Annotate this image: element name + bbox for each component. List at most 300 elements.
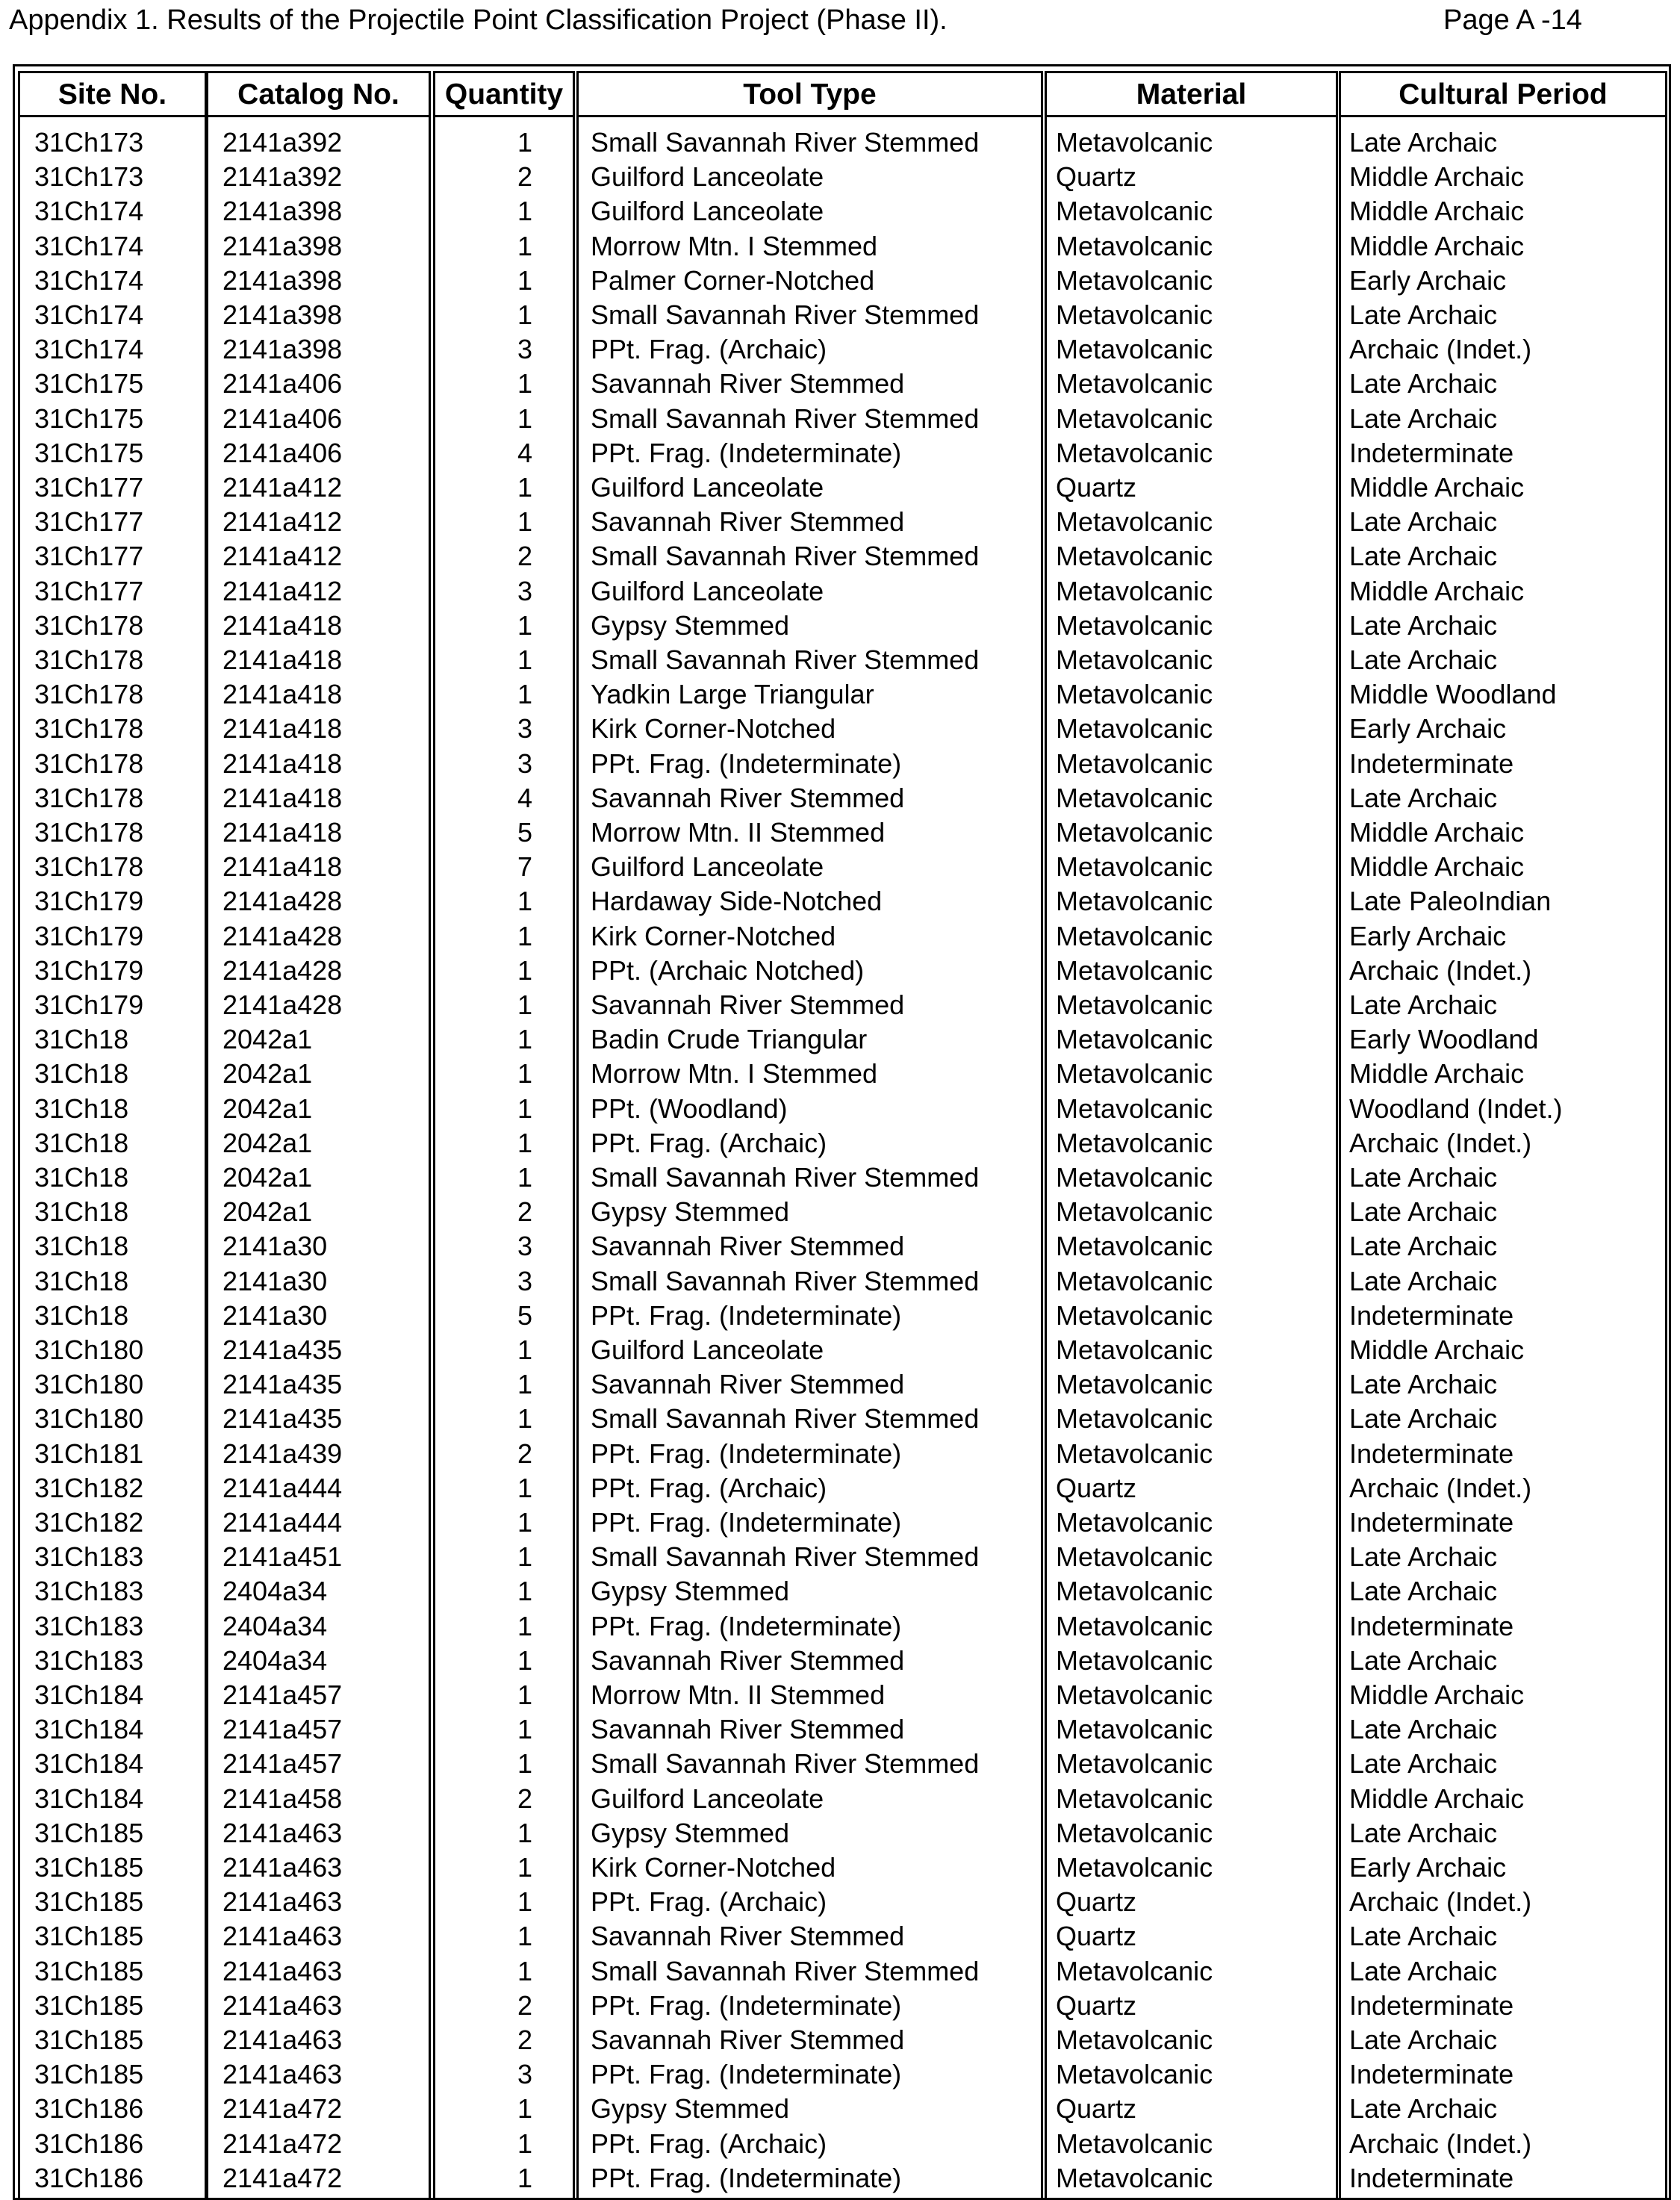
cell-cultural-period: Middle Archaic [1349,851,1525,883]
cell-catalog-no: 2141a392 [223,161,343,193]
table-row [0,1299,1680,1333]
cell-catalog-no: 2042a1 [223,1093,313,1124]
cell-material: Metavolcanic [1056,437,1213,468]
table-row [0,747,1680,781]
cell-site-no: 31Ch184 [34,1714,144,1745]
cell-quantity: 1 [517,644,532,675]
cell-catalog-no: 2141a428 [223,954,343,986]
cell-cultural-period: Middle Archaic [1349,1679,1525,1710]
cell-material: Metavolcanic [1056,2128,1213,2159]
cell-catalog-no: 2141a428 [223,920,343,951]
cell-quantity: 1 [517,1714,532,1745]
cell-tool-type: Yadkin Large Triangular [591,679,874,710]
cell-tool-type: Savannah River Stemmed [591,368,905,400]
cell-material: Metavolcanic [1056,989,1213,1020]
cell-catalog-no: 2141a398 [223,334,343,365]
table-row [0,470,1680,505]
cell-cultural-period: Woodland (Indet.) [1349,1093,1563,1124]
cell-catalog-no: 2141a463 [223,2059,343,2090]
cell-material: Metavolcanic [1056,1507,1213,1538]
cell-quantity: 1 [517,1541,532,1573]
cell-catalog-no: 2141a428 [223,886,343,917]
cell-material: Metavolcanic [1056,851,1213,883]
cell-site-no: 31Ch180 [34,1334,144,1365]
cell-cultural-period: Early Archaic [1349,920,1507,951]
cell-material: Metavolcanic [1056,2162,1213,2193]
cell-site-no: 31Ch179 [34,954,144,986]
cell-catalog-no: 2042a1 [223,1196,313,1228]
cell-material: Metavolcanic [1056,1369,1213,1400]
cell-site-no: 31Ch184 [34,1783,144,1814]
cell-cultural-period: Late Archaic [1349,2093,1498,2125]
table-row [0,505,1680,539]
cell-cultural-period: Middle Archaic [1349,575,1525,606]
cell-tool-type: Morrow Mtn. II Stemmed [591,1679,886,1710]
cell-material: Metavolcanic [1056,954,1213,986]
cell-site-no: 31Ch180 [34,1403,144,1435]
cell-tool-type: Kirk Corner-Notched [591,920,836,951]
cell-quantity: 3 [517,334,532,365]
table-row [0,643,1680,677]
cell-material: Metavolcanic [1056,1058,1213,1090]
cell-site-no: 31Ch18 [34,1265,129,1296]
cell-site-no: 31Ch18 [34,1299,129,1331]
cell-catalog-no: 2141a418 [223,817,343,848]
table-row [0,402,1680,436]
cell-material: Metavolcanic [1056,713,1213,745]
table-row [0,298,1680,332]
cell-material: Metavolcanic [1056,1852,1213,1883]
cell-site-no: 31Ch185 [34,1955,144,1986]
cell-material: Metavolcanic [1056,1610,1213,1641]
cell-cultural-period: Late Archaic [1349,1541,1498,1573]
cell-material: Metavolcanic [1056,1541,1213,1573]
page-title: Appendix 1. Results of the Projectile Point Classification Project (Phase II). [9,4,948,36]
cell-cultural-period: Middle Archaic [1349,817,1525,848]
cell-quantity: 2 [517,541,532,572]
cell-cultural-period: Early Woodland [1349,1024,1539,1055]
table-row [0,332,1680,367]
cell-quantity: 1 [517,264,532,296]
cell-tool-type: PPt. Frag. (Indeterminate) [591,1299,902,1331]
cell-site-no: 31Ch183 [34,1576,144,1607]
cell-site-no: 31Ch173 [34,127,144,158]
cell-site-no: 31Ch178 [34,782,144,813]
cell-tool-type: Morrow Mtn. II Stemmed [591,817,886,848]
cell-site-no: 31Ch186 [34,2162,144,2193]
cell-quantity: 1 [517,609,532,641]
cell-cultural-period: Late Archaic [1349,1817,1498,1848]
cell-tool-type: Small Savannah River Stemmed [591,1162,980,1193]
table-row [0,1195,1680,1229]
cell-tool-type: PPt. Frag. (Indeterminate) [591,2059,902,2090]
cell-quantity: 3 [517,713,532,745]
cell-cultural-period: Middle Archaic [1349,161,1525,193]
cell-material: Metavolcanic [1056,368,1213,400]
cell-quantity: 1 [517,1817,532,1848]
cell-cultural-period: Archaic (Indet.) [1349,2128,1532,2159]
cell-quantity: 1 [517,1093,532,1124]
cell-site-no: 31Ch18 [34,1196,129,1228]
table-row [0,2023,1680,2057]
cell-tool-type: Morrow Mtn. I Stemmed [591,230,878,261]
cell-cultural-period: Late PaleoIndian [1349,886,1552,917]
cell-tool-type: Savannah River Stemmed [591,782,905,813]
cell-catalog-no: 2042a1 [223,1024,313,1055]
cell-material: Metavolcanic [1056,609,1213,641]
cell-site-no: 31Ch18 [34,1127,129,1158]
column-header-quantity: Quantity [444,78,564,111]
cell-quantity: 1 [517,1507,532,1538]
cell-catalog-no: 2141a463 [223,1817,343,1848]
cell-catalog-no: 2141a412 [223,541,343,572]
cell-catalog-no: 2141a398 [223,196,343,227]
table-row [0,539,1680,574]
cell-quantity: 1 [517,1576,532,1607]
cell-catalog-no: 2141a439 [223,1438,343,1469]
cell-cultural-period: Indeterminate [1349,1438,1514,1469]
table-row [0,1540,1680,1574]
cell-material: Metavolcanic [1056,541,1213,572]
cell-site-no: 31Ch179 [34,920,144,951]
table-row [0,1367,1680,1402]
cell-tool-type: PPt. Frag. (Archaic) [591,2128,827,2159]
cell-cultural-period: Late Archaic [1349,989,1498,1020]
cell-site-no: 31Ch182 [34,1507,144,1538]
cell-quantity: 2 [517,1438,532,1469]
cell-cultural-period: Late Archaic [1349,368,1498,400]
cell-site-no: 31Ch185 [34,2059,144,2090]
cell-catalog-no: 2404a34 [223,1610,328,1641]
cell-cultural-period: Late Archaic [1349,1196,1498,1228]
table-row [0,1885,1680,1919]
table-row [0,1229,1680,1264]
cell-site-no: 31Ch185 [34,1886,144,1918]
cell-quantity: 1 [517,1610,532,1641]
cell-site-no: 31Ch178 [34,748,144,779]
cell-site-no: 31Ch183 [34,1541,144,1573]
column-header-material: Material [1136,78,1247,111]
cell-catalog-no: 2141a457 [223,1714,343,1745]
table-row [0,160,1680,194]
table-row [0,1989,1680,2023]
table-row [0,2161,1680,2196]
cell-cultural-period: Late Archaic [1349,1403,1498,1435]
cell-cultural-period: Archaic (Indet.) [1349,1886,1532,1918]
table-row [0,1954,1680,1989]
cell-tool-type: Savannah River Stemmed [591,506,905,538]
cell-catalog-no: 2141a398 [223,299,343,330]
cell-material: Metavolcanic [1056,1403,1213,1435]
cell-quantity: 1 [517,2162,532,2193]
cell-quantity: 1 [517,299,532,330]
cell-tool-type: Small Savannah River Stemmed [591,1541,980,1573]
cell-quantity: 1 [517,1921,532,1952]
cell-catalog-no: 2141a398 [223,264,343,296]
cell-catalog-no: 2141a458 [223,1783,343,1814]
cell-catalog-no: 2141a418 [223,644,343,675]
cell-material: Metavolcanic [1056,2025,1213,2055]
table-row [0,1160,1680,1195]
cell-catalog-no: 2141a444 [223,1507,343,1538]
cell-tool-type: Badin Crude Triangular [591,1024,868,1055]
cell-catalog-no: 2141a412 [223,472,343,503]
cell-site-no: 31Ch178 [34,851,144,883]
cell-site-no: 31Ch184 [34,1748,144,1780]
cell-quantity: 7 [517,851,532,883]
page-number: Page A -14 [1443,4,1582,36]
cell-quantity: 1 [517,472,532,503]
cell-tool-type: Savannah River Stemmed [591,1644,905,1676]
cell-cultural-period: Early Archaic [1349,1852,1507,1883]
cell-material: Metavolcanic [1056,920,1213,951]
cell-cultural-period: Late Archaic [1349,1265,1498,1296]
cell-material: Metavolcanic [1056,644,1213,675]
cell-tool-type: Gypsy Stemmed [591,1576,790,1607]
cell-tool-type: PPt. Frag. (Indeterminate) [591,1989,902,2021]
cell-catalog-no: 2141a451 [223,1541,343,1573]
cell-catalog-no: 2141a463 [223,2025,343,2055]
cell-catalog-no: 2141a418 [223,782,343,813]
cell-tool-type: Guilford Lanceolate [591,575,824,606]
cell-tool-type: Small Savannah River Stemmed [591,299,980,330]
cell-cultural-period: Indeterminate [1349,437,1514,468]
cell-site-no: 31Ch177 [34,472,144,503]
cell-cultural-period: Middle Archaic [1349,472,1525,503]
cell-catalog-no: 2141a30 [223,1299,328,1331]
cell-catalog-no: 2141a418 [223,713,343,745]
cell-quantity: 4 [517,782,532,813]
cell-catalog-no: 2141a406 [223,368,343,400]
cell-cultural-period: Late Archaic [1349,1369,1498,1400]
cell-site-no: 31Ch178 [34,679,144,710]
cell-tool-type: Guilford Lanceolate [591,161,824,193]
cell-material: Metavolcanic [1056,1817,1213,1848]
cell-site-no: 31Ch186 [34,2128,144,2159]
cell-quantity: 1 [517,1679,532,1710]
cell-material: Metavolcanic [1056,230,1213,261]
cell-cultural-period: Middle Archaic [1349,1783,1525,1814]
cell-cultural-period: Late Archaic [1349,644,1498,675]
cell-cultural-period: Late Archaic [1349,1714,1498,1745]
cell-quantity: 1 [517,1058,532,1090]
cell-cultural-period: Indeterminate [1349,1299,1514,1331]
table-row [0,884,1680,919]
cell-tool-type: Palmer Corner-Notched [591,264,875,296]
cell-catalog-no: 2141a463 [223,1955,343,1986]
cell-tool-type: PPt. Frag. (Archaic) [591,1886,827,1918]
cell-catalog-no: 2141a406 [223,403,343,434]
cell-tool-type: Guilford Lanceolate [591,1783,824,1814]
cell-site-no: 31Ch173 [34,161,144,193]
cell-tool-type: Guilford Lanceolate [591,851,824,883]
cell-tool-type: Small Savannah River Stemmed [591,403,980,434]
cell-site-no: 31Ch178 [34,817,144,848]
table-row [0,1264,1680,1299]
cell-site-no: 31Ch177 [34,506,144,538]
cell-site-no: 31Ch174 [34,334,144,365]
cell-tool-type: Gypsy Stemmed [591,2093,790,2125]
cell-tool-type: Morrow Mtn. I Stemmed [591,1058,878,1090]
cell-cultural-period: Indeterminate [1349,2059,1514,2090]
table-row [0,125,1680,160]
cell-site-no: 31Ch179 [34,886,144,917]
cell-tool-type: Guilford Lanceolate [591,1334,824,1365]
cell-tool-type: PPt. Frag. (Archaic) [591,1472,827,1503]
cell-quantity: 1 [517,506,532,538]
cell-quantity: 2 [517,1989,532,2021]
cell-quantity: 2 [517,161,532,193]
cell-material: Metavolcanic [1056,1748,1213,1780]
cell-quantity: 2 [517,2025,532,2055]
table-row [0,850,1680,884]
cell-quantity: 1 [517,127,532,158]
cell-material: Metavolcanic [1056,1576,1213,1607]
cell-cultural-period: Indeterminate [1349,1610,1514,1641]
cell-cultural-period: Indeterminate [1349,2162,1514,2193]
cell-site-no: 31Ch178 [34,713,144,745]
cell-tool-type: Savannah River Stemmed [591,1231,905,1262]
cell-site-no: 31Ch175 [34,403,144,434]
cell-cultural-period: Indeterminate [1349,1989,1514,2021]
cell-material: Metavolcanic [1056,403,1213,434]
cell-catalog-no: 2141a457 [223,1748,343,1780]
table-row [0,1782,1680,1816]
cell-tool-type: PPt. Frag. (Indeterminate) [591,2162,902,2193]
table-row [0,436,1680,470]
cell-material: Metavolcanic [1056,1231,1213,1262]
cell-catalog-no: 2042a1 [223,1058,313,1090]
cell-catalog-no: 2404a34 [223,1644,328,1676]
cell-cultural-period: Middle Woodland [1349,679,1557,710]
column-header-tool-type: Tool Type [743,78,877,111]
cell-material: Metavolcanic [1056,196,1213,227]
cell-site-no: 31Ch177 [34,575,144,606]
cell-tool-type: Guilford Lanceolate [591,472,824,503]
cell-material: Metavolcanic [1056,748,1213,779]
cell-catalog-no: 2141a463 [223,1852,343,1883]
cell-cultural-period: Late Archaic [1349,127,1498,158]
cell-catalog-no: 2042a1 [223,1162,313,1193]
table-row [0,1057,1680,1091]
cell-material: Metavolcanic [1056,127,1213,158]
cell-cultural-period: Late Archaic [1349,541,1498,572]
cell-cultural-period: Late Archaic [1349,1921,1498,1952]
cell-site-no: 31Ch184 [34,1679,144,1710]
cell-site-no: 31Ch179 [34,989,144,1020]
cell-tool-type: Gypsy Stemmed [591,609,790,641]
cell-quantity: 1 [517,1644,532,1676]
cell-quantity: 1 [517,1334,532,1365]
cell-tool-type: PPt. Frag. (Indeterminate) [591,1438,902,1469]
cell-material: Metavolcanic [1056,1783,1213,1814]
cell-site-no: 31Ch174 [34,264,144,296]
cell-site-no: 31Ch178 [34,644,144,675]
cell-material: Metavolcanic [1056,575,1213,606]
cell-catalog-no: 2042a1 [223,1127,313,1158]
cell-quantity: 1 [517,954,532,986]
cell-site-no: 31Ch174 [34,230,144,261]
cell-cultural-period: Late Archaic [1349,609,1498,641]
cell-material: Metavolcanic [1056,299,1213,330]
table-row [0,1574,1680,1609]
cell-quantity: 1 [517,1369,532,1400]
cell-quantity: 1 [517,1403,532,1435]
cell-quantity: 1 [517,1024,532,1055]
table-row [0,1505,1680,1540]
table-row [0,988,1680,1022]
table-row [0,781,1680,815]
cell-quantity: 5 [517,1299,532,1331]
cell-cultural-period: Middle Archaic [1349,230,1525,261]
cell-quantity: 5 [517,817,532,848]
cell-site-no: 31Ch183 [34,1610,144,1641]
table-row [0,1851,1680,1885]
cell-cultural-period: Late Archaic [1349,782,1498,813]
cell-quantity: 1 [517,679,532,710]
cell-cultural-period: Archaic (Indet.) [1349,1127,1532,1158]
cell-quantity: 2 [517,1196,532,1228]
cell-quantity: 1 [517,1472,532,1503]
cell-site-no: 31Ch174 [34,196,144,227]
cell-site-no: 31Ch181 [34,1438,144,1469]
cell-quantity: 1 [517,368,532,400]
cell-cultural-period: Late Archaic [1349,1162,1498,1193]
cell-quantity: 1 [517,1748,532,1780]
cell-quantity: 1 [517,1886,532,1918]
cell-material: Metavolcanic [1056,1162,1213,1193]
cell-cultural-period: Middle Archaic [1349,1058,1525,1090]
table-row [0,367,1680,401]
cell-tool-type: PPt. Frag. (Indeterminate) [591,1507,902,1538]
table-row [0,194,1680,229]
cell-catalog-no: 2141a428 [223,989,343,1020]
cell-material: Metavolcanic [1056,1679,1213,1710]
cell-tool-type: Small Savannah River Stemmed [591,644,980,675]
cell-material: Metavolcanic [1056,506,1213,538]
cell-material: Metavolcanic [1056,1024,1213,1055]
cell-tool-type: Small Savannah River Stemmed [591,1955,980,1986]
cell-cultural-period: Early Archaic [1349,264,1507,296]
cell-catalog-no: 2141a435 [223,1403,343,1435]
cell-material: Metavolcanic [1056,1196,1213,1228]
cell-quantity: 1 [517,1162,532,1193]
cell-tool-type: Small Savannah River Stemmed [591,127,980,158]
cell-tool-type: Small Savannah River Stemmed [591,1403,980,1435]
cell-material: Quartz [1056,1989,1137,2021]
column-header-catalog-no: Catalog No. [237,78,399,111]
cell-quantity: 3 [517,1231,532,1262]
cell-site-no: 31Ch177 [34,541,144,572]
column-header-cultural-period: Cultural Period [1399,78,1608,111]
cell-material: Metavolcanic [1056,782,1213,813]
cell-site-no: 31Ch175 [34,368,144,400]
table-row [0,1022,1680,1057]
cell-quantity: 1 [517,989,532,1020]
table-row [0,919,1680,954]
cell-site-no: 31Ch18 [34,1024,129,1055]
cell-material: Quartz [1056,2093,1137,2125]
cell-material: Metavolcanic [1056,1299,1213,1331]
cell-material: Metavolcanic [1056,817,1213,848]
cell-material: Metavolcanic [1056,264,1213,296]
table-row [0,264,1680,298]
cell-tool-type: Savannah River Stemmed [591,989,905,1020]
cell-tool-type: PPt. (Woodland) [591,1093,788,1124]
cell-tool-type: Kirk Corner-Notched [591,1852,836,1883]
table-row [0,1402,1680,1436]
cell-material: Metavolcanic [1056,1265,1213,1296]
